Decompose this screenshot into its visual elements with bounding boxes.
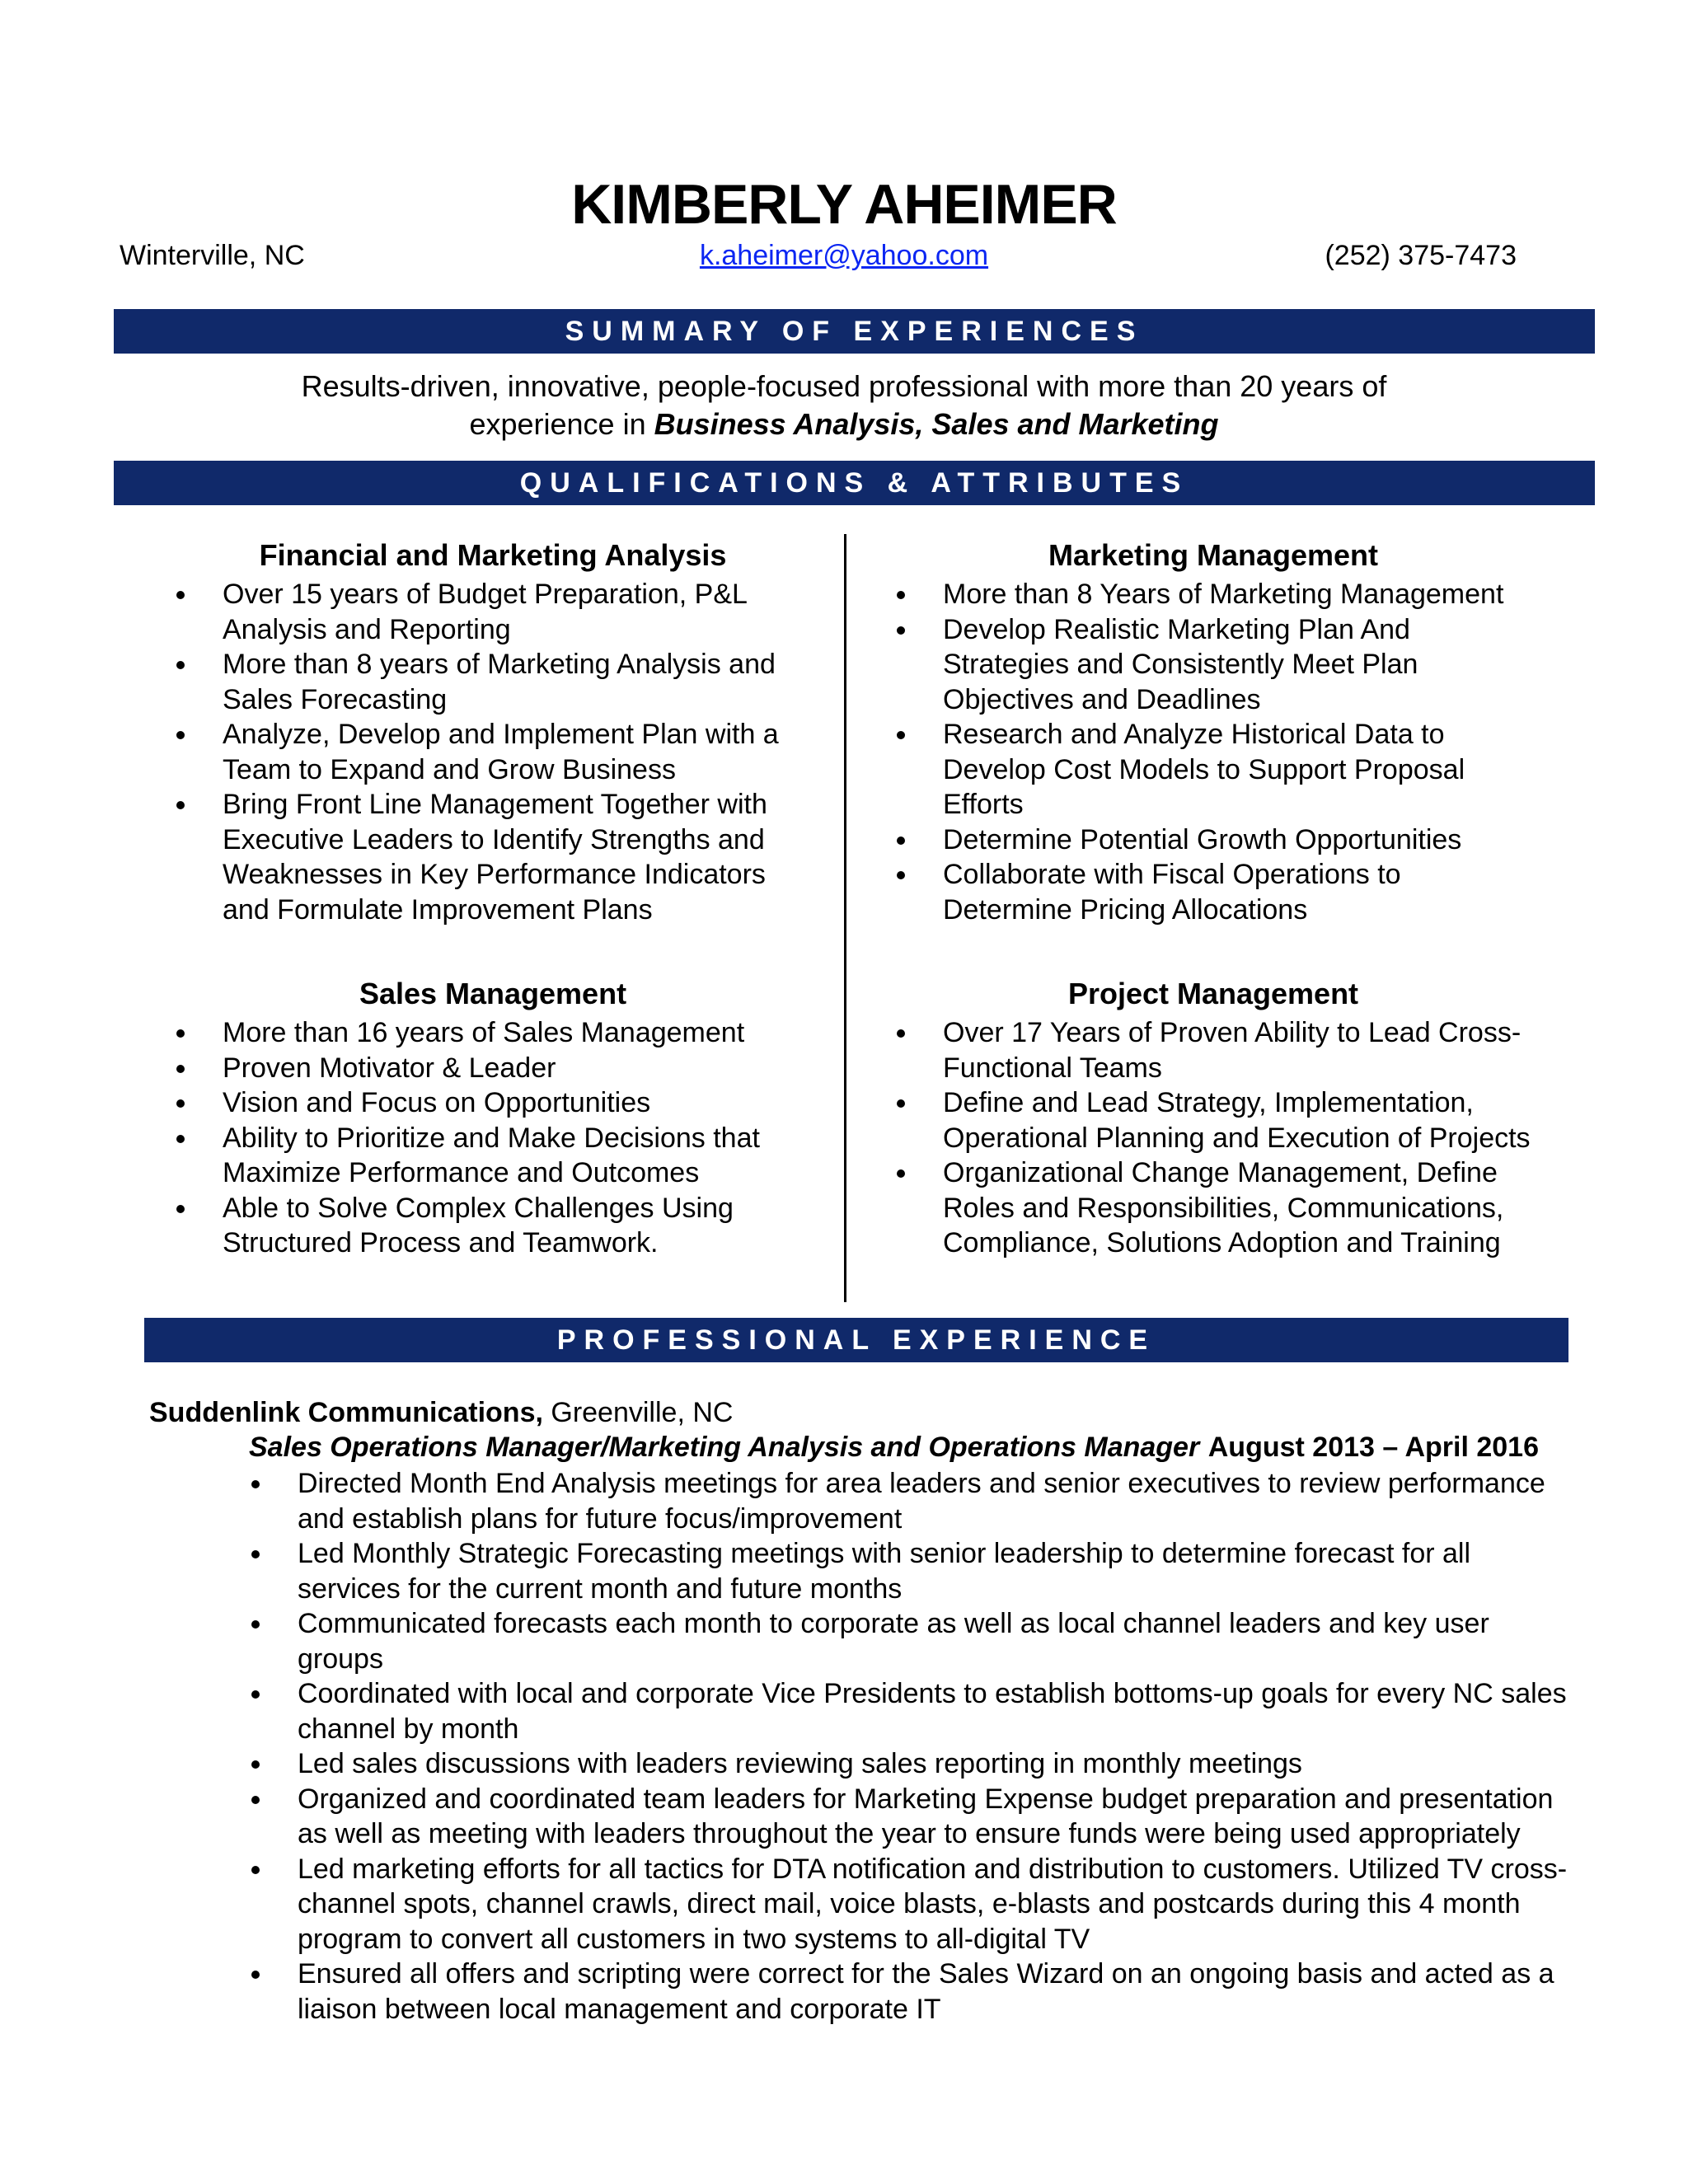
job-line xyxy=(249,1430,1539,1465)
qual-financial-title: Financial and Marketing Analysis xyxy=(259,538,727,572)
list-item: Determine Potential Growth Opportunities xyxy=(892,823,1535,858)
list-item: Led Monthly Strategic Forecasting meetings with senior leadership to determine forecast for all services for the current month and future months xyxy=(246,1536,1569,1606)
section-header-experience: PROFESSIONAL EXPERIENCE xyxy=(144,1318,1568,1362)
qual-project xyxy=(892,975,1535,1261)
summary-highlight: Business Analysis, Sales and Marketing xyxy=(654,407,1219,441)
list-item: Directed Month End Analysis meetings for area leaders and senior executives to review performance and establish plans for future focus/improvement xyxy=(246,1466,1569,1536)
summary-line-1: Results-driven, innovative, people-focused professional with more than 20 years of xyxy=(301,369,1387,403)
qual-project-title: Project Management xyxy=(1067,977,1359,1010)
section-header-summary: SUMMARY OF EXPERIENCES xyxy=(114,309,1595,354)
qual-project-list xyxy=(892,1015,1535,1261)
list-item: Organized and coordinated team leaders for Marketing Expense budget preparation and presentation as well as meeting with leaders throughout the year to ensure funds were being used appropriately xyxy=(246,1782,1569,1852)
list-item: Over 17 Years of Proven Ability to Lead Cross-Functional Teams xyxy=(892,1015,1535,1085)
job-title: Sales Operations Manager/Marketing Analysis and Operations Manager xyxy=(249,1432,1200,1463)
job-dates: August 2013 – April 2016 xyxy=(1207,1432,1539,1463)
qual-marketing-list xyxy=(892,577,1535,927)
list-item: Communicated forecasts each month to corporate as well as local channel leaders and key user groups xyxy=(246,1606,1569,1676)
summary-line-2-prefix: experience in xyxy=(469,407,654,441)
list-item: Research and Analyze Historical Data to Develop Cost Models to Support Proposal Efforts xyxy=(892,717,1535,823)
company-location: Greenville, NC xyxy=(542,1397,734,1428)
company-name: Suddenlink Communications, xyxy=(149,1397,543,1428)
section-header-qualifications: QUALIFICATIONS & ATTRIBUTES xyxy=(114,461,1595,505)
company-line xyxy=(149,1395,733,1430)
list-item: Ability to Prioritize and Make Decisions that Maximize Performance and Outcomes xyxy=(171,1121,814,1191)
list-item: Proven Motivator & Leader xyxy=(171,1051,814,1086)
qual-marketing-title: Marketing Management xyxy=(1048,538,1379,572)
list-item: More than 8 Years of Marketing Management xyxy=(892,577,1535,612)
list-item: Vision and Focus on Opportunities xyxy=(171,1085,814,1121)
list-item: More than 16 years of Sales Management xyxy=(171,1015,814,1051)
qual-sales xyxy=(171,975,814,1261)
phone-text: (252) 375-7473 xyxy=(1325,240,1517,271)
list-item: Bring Front Line Management Together with Executive Leaders to Identify Strengths and Weaknesses in Key Performance Indicators and Formulate Improvement Plans xyxy=(171,787,814,927)
list-item: Analyze, Develop and Implement Plan with a Team to Expand and Grow Business xyxy=(171,717,814,787)
qual-sales-list xyxy=(171,1015,814,1261)
list-item: Led sales discussions with leaders reviewing sales reporting in monthly meetings xyxy=(246,1746,1569,1782)
qual-financial-list xyxy=(171,577,814,927)
experience-list xyxy=(246,1466,1569,2027)
email-link[interactable]: k.aheimer@yahoo.com xyxy=(699,240,989,271)
column-divider xyxy=(844,534,846,1302)
list-item: Develop Realistic Marketing Plan And Strategies and Consistently Meet Plan Objectives and Deadlines xyxy=(892,612,1535,718)
qual-financial xyxy=(171,537,814,927)
list-item: Define and Lead Strategy, Implementation, Operational Planning and Execution of Projects xyxy=(892,1085,1535,1155)
qual-sales-title: Sales Management xyxy=(359,977,627,1010)
list-item: Collaborate with Fiscal Operations to Determine Pricing Allocations xyxy=(892,857,1535,927)
list-item: More than 8 years of Marketing Analysis and Sales Forecasting xyxy=(171,647,814,717)
summary-line-2 xyxy=(0,405,1688,443)
qual-marketing xyxy=(892,537,1535,927)
location-text: Winterville, NC xyxy=(120,240,305,271)
list-item: Ensured all offers and scripting were correct for the Sales Wizard on an ongoing basis and acted as a liaison between local management and corporate IT xyxy=(246,1957,1569,2027)
candidate-name: KIMBERLY AHEIMER xyxy=(571,173,1117,236)
list-item: Over 15 years of Budget Preparation, P&L Analysis and Reporting xyxy=(171,577,814,647)
list-item: Able to Solve Complex Challenges Using Structured Process and Teamwork. xyxy=(171,1191,814,1261)
list-item: Coordinated with local and corporate Vice Presidents to establish bottoms-up goals for every NC sales channel by month xyxy=(246,1676,1569,1746)
list-item: Led marketing efforts for all tactics for DTA notification and distribution to customers. Utilized TV cross-channel spots, channel crawls, direct mail, voice blasts, e-blasts and postcards during this 4 month program to convert all customers in two systems to all-digital TV xyxy=(246,1852,1569,1957)
summary-text xyxy=(0,368,1688,443)
list-item: Organizational Change Management, Define Roles and Responsibilities, Communications, Compliance, Solutions Adoption and Training xyxy=(892,1155,1535,1261)
